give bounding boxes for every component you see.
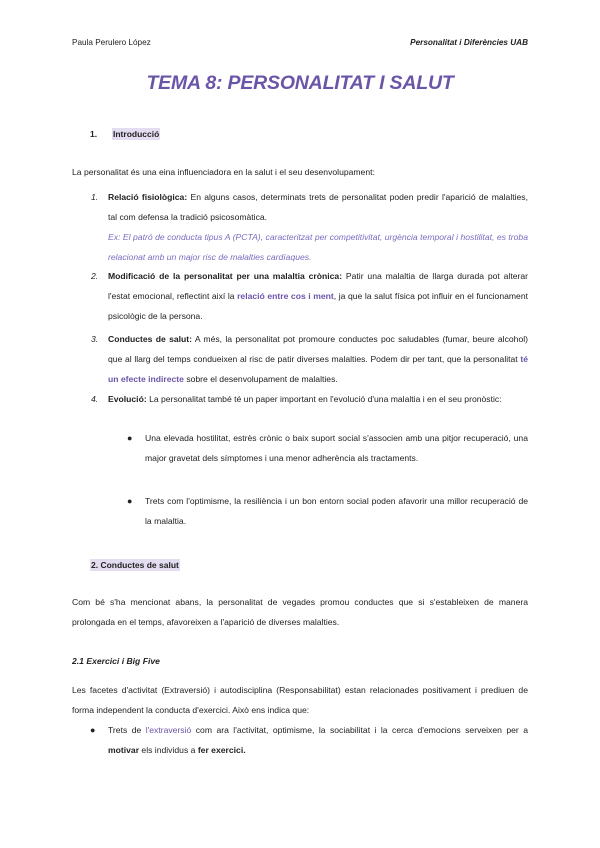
bullet-icon: ● [127,496,133,506]
section1-heading [90,124,160,142]
item1 [108,187,528,267]
bullet-text-a: Trets de [108,725,146,735]
bullet-text-b: com ara l'activitat, optimisme, la sociabilitat i la cerca d'emocions serveixen per a [191,725,529,735]
item3-text-a: A més, la personalitat pot promoure conductes poc saludables (fumar, beure alcohol) que al llarg del temps condueixen al risc de patir diverses malalties. Podem dir per tant, que la personalitat [108,334,528,364]
bullet-extraversion: l'extraversió [145,725,192,735]
item4-number: 4. [91,394,99,404]
bullet-icon: ● [90,725,96,735]
item4-bullet-2: Trets com l'optimisme, la resiliència i un bon entorn social poden afavorir una millor recuperació de la malaltia. [145,496,528,526]
item4-label: Evolució: [108,394,147,404]
section2-heading-wrap [90,555,180,573]
bullet-text-c: els individus a [139,745,198,755]
header-author: Paula Perulero López [72,38,151,47]
item2 [108,266,528,326]
section2-sub-text: Les facetes d'activitat (Extraversió) i autodisciplina (Responsabilitat) estan relacionades positivament i prediuen de forma independent la conducta d'exercici. Això ens indica que: [72,685,528,715]
section1-intro: La personalitat és una eina influenciadora en la salut i el seu desenvolupament: [72,167,375,177]
section1-number: 1. [90,129,98,139]
page-title: TEMA 8: PERSONALITAT I SALUT [146,72,454,94]
item4 [108,389,528,409]
item3 [108,329,528,389]
item4-bullet-1: Una elevada hostilitat, estrès crònic o baix suport social s'associen amb una pitjor recuperació, una major gravetat dels símptomes i una menor adherència als tractaments. [145,433,528,463]
section2-heading: 2. Conductes de salut [91,560,179,570]
bullet-fer-exercici: fer exercici. [197,745,246,755]
section1-title: Introducció [113,129,160,139]
section2-bullet [108,720,528,760]
item2-text-a: Patir una malaltia de llarga durada pot alterar l'estat emocional, reflectint així la [108,271,528,301]
section2-intro: Com bé s'ha mencionat abans, la personalitat de vegades promou conductes que si s'estableixen de manera prolongada en el temps, afavoreixen a l'aparició de diverses malalties. [72,597,528,627]
item2-text-b: , ja que la salut física pot influir en el funcionament psicològic de la persona. [108,291,528,321]
bullet-motivar: motivar [108,745,140,755]
section2-subheading: 2.1 Exercici i Big Five [72,656,160,666]
bullet-icon: ● [127,433,133,443]
item3-number: 3. [91,334,99,344]
item1-example: Ex: El patró de conducta tipus A (PCTA), caracteritzat per competitivitat, urgència temporal i hostilitat, es troba relacionat amb un major risc de malalties cardíaques. [108,232,528,262]
item4-text: La personalitat també té un paper important en l'evolució d'una malaltia i en el seu pronòstic: [146,394,502,404]
item3-emphasis: té un efecte indirecte [108,354,528,384]
item2-label: Modificació de la personalitat per una malaltia crònica: [108,271,343,281]
item1-number: 1. [91,192,99,202]
header-course: Personalitat i Diferències UAB [410,38,528,47]
item1-text: En alguns casos, determinats trets de personalitat poden predir l'aparició de malalties, tal com defensa la tradició psicosomàtica. [108,192,528,222]
item2-emphasis: relació entre cos i ment [237,291,334,301]
item1-label: Relació fisiològica: [108,192,188,202]
item2-number: 2. [91,271,99,281]
item3-label: Conductes de salut: [108,334,192,344]
item3-text-b: sobre el desenvolupament de malalties. [183,374,338,384]
